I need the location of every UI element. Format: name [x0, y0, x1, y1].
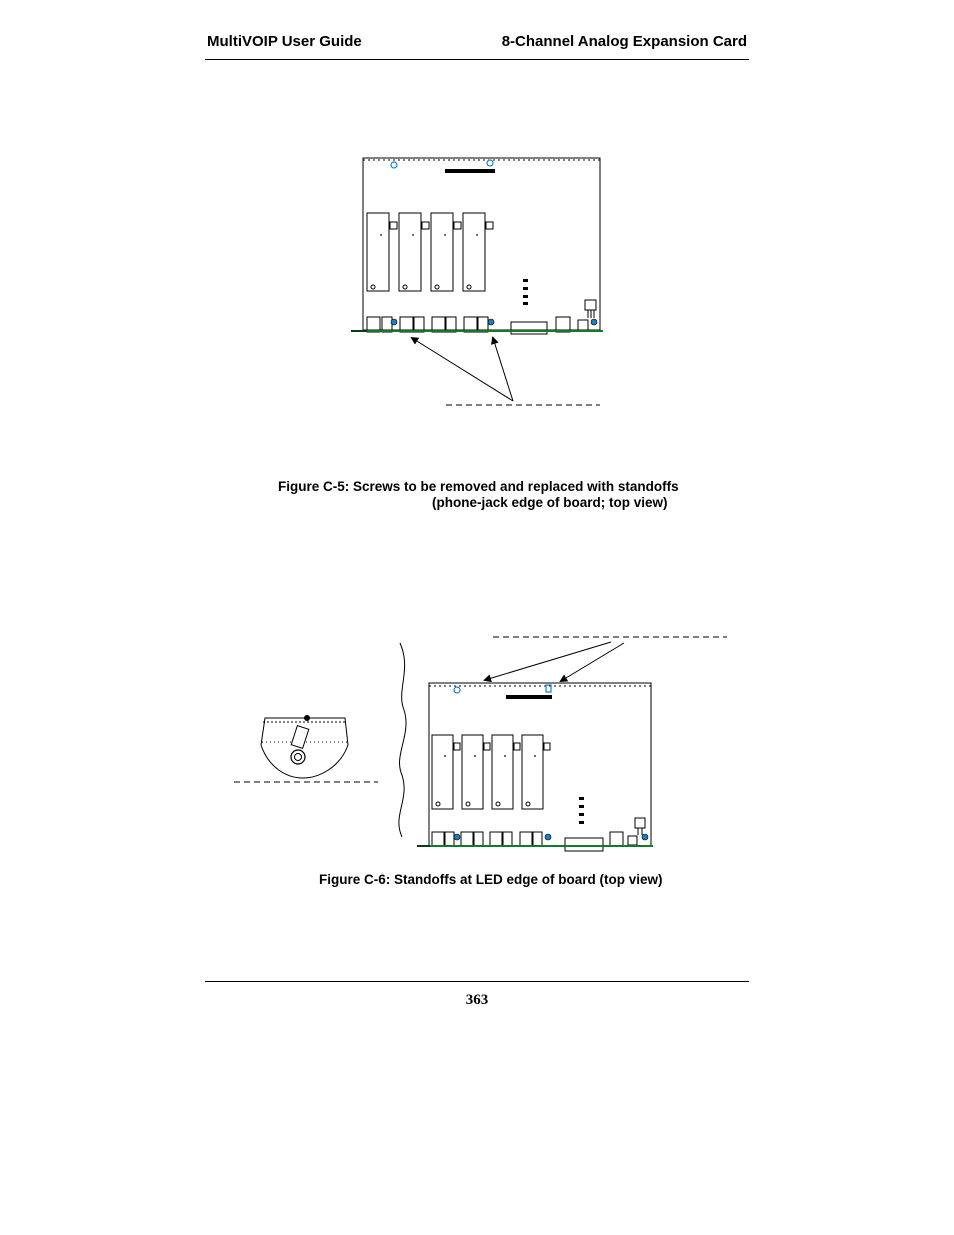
standoff-icon	[454, 687, 460, 693]
screw-icon	[454, 834, 460, 840]
figure-c5-caption-line2: (phone-jack edge of board; top view)	[432, 495, 668, 510]
footer-rule	[205, 981, 749, 982]
running-header-left: MultiVOIP User Guide	[207, 33, 362, 50]
screw-icon	[642, 834, 648, 840]
figure-c6-caption: Figure C-6: Standoffs at LED edge of board (top view)	[319, 872, 663, 887]
screw-icon	[545, 834, 551, 840]
running-header-right: 8-Channel Analog Expansion Card	[501, 33, 747, 50]
page-number: 363	[465, 992, 489, 1008]
figure-c5-caption-line1: Figure C-5: Screws to be removed and replaced with standoffs	[278, 479, 679, 494]
